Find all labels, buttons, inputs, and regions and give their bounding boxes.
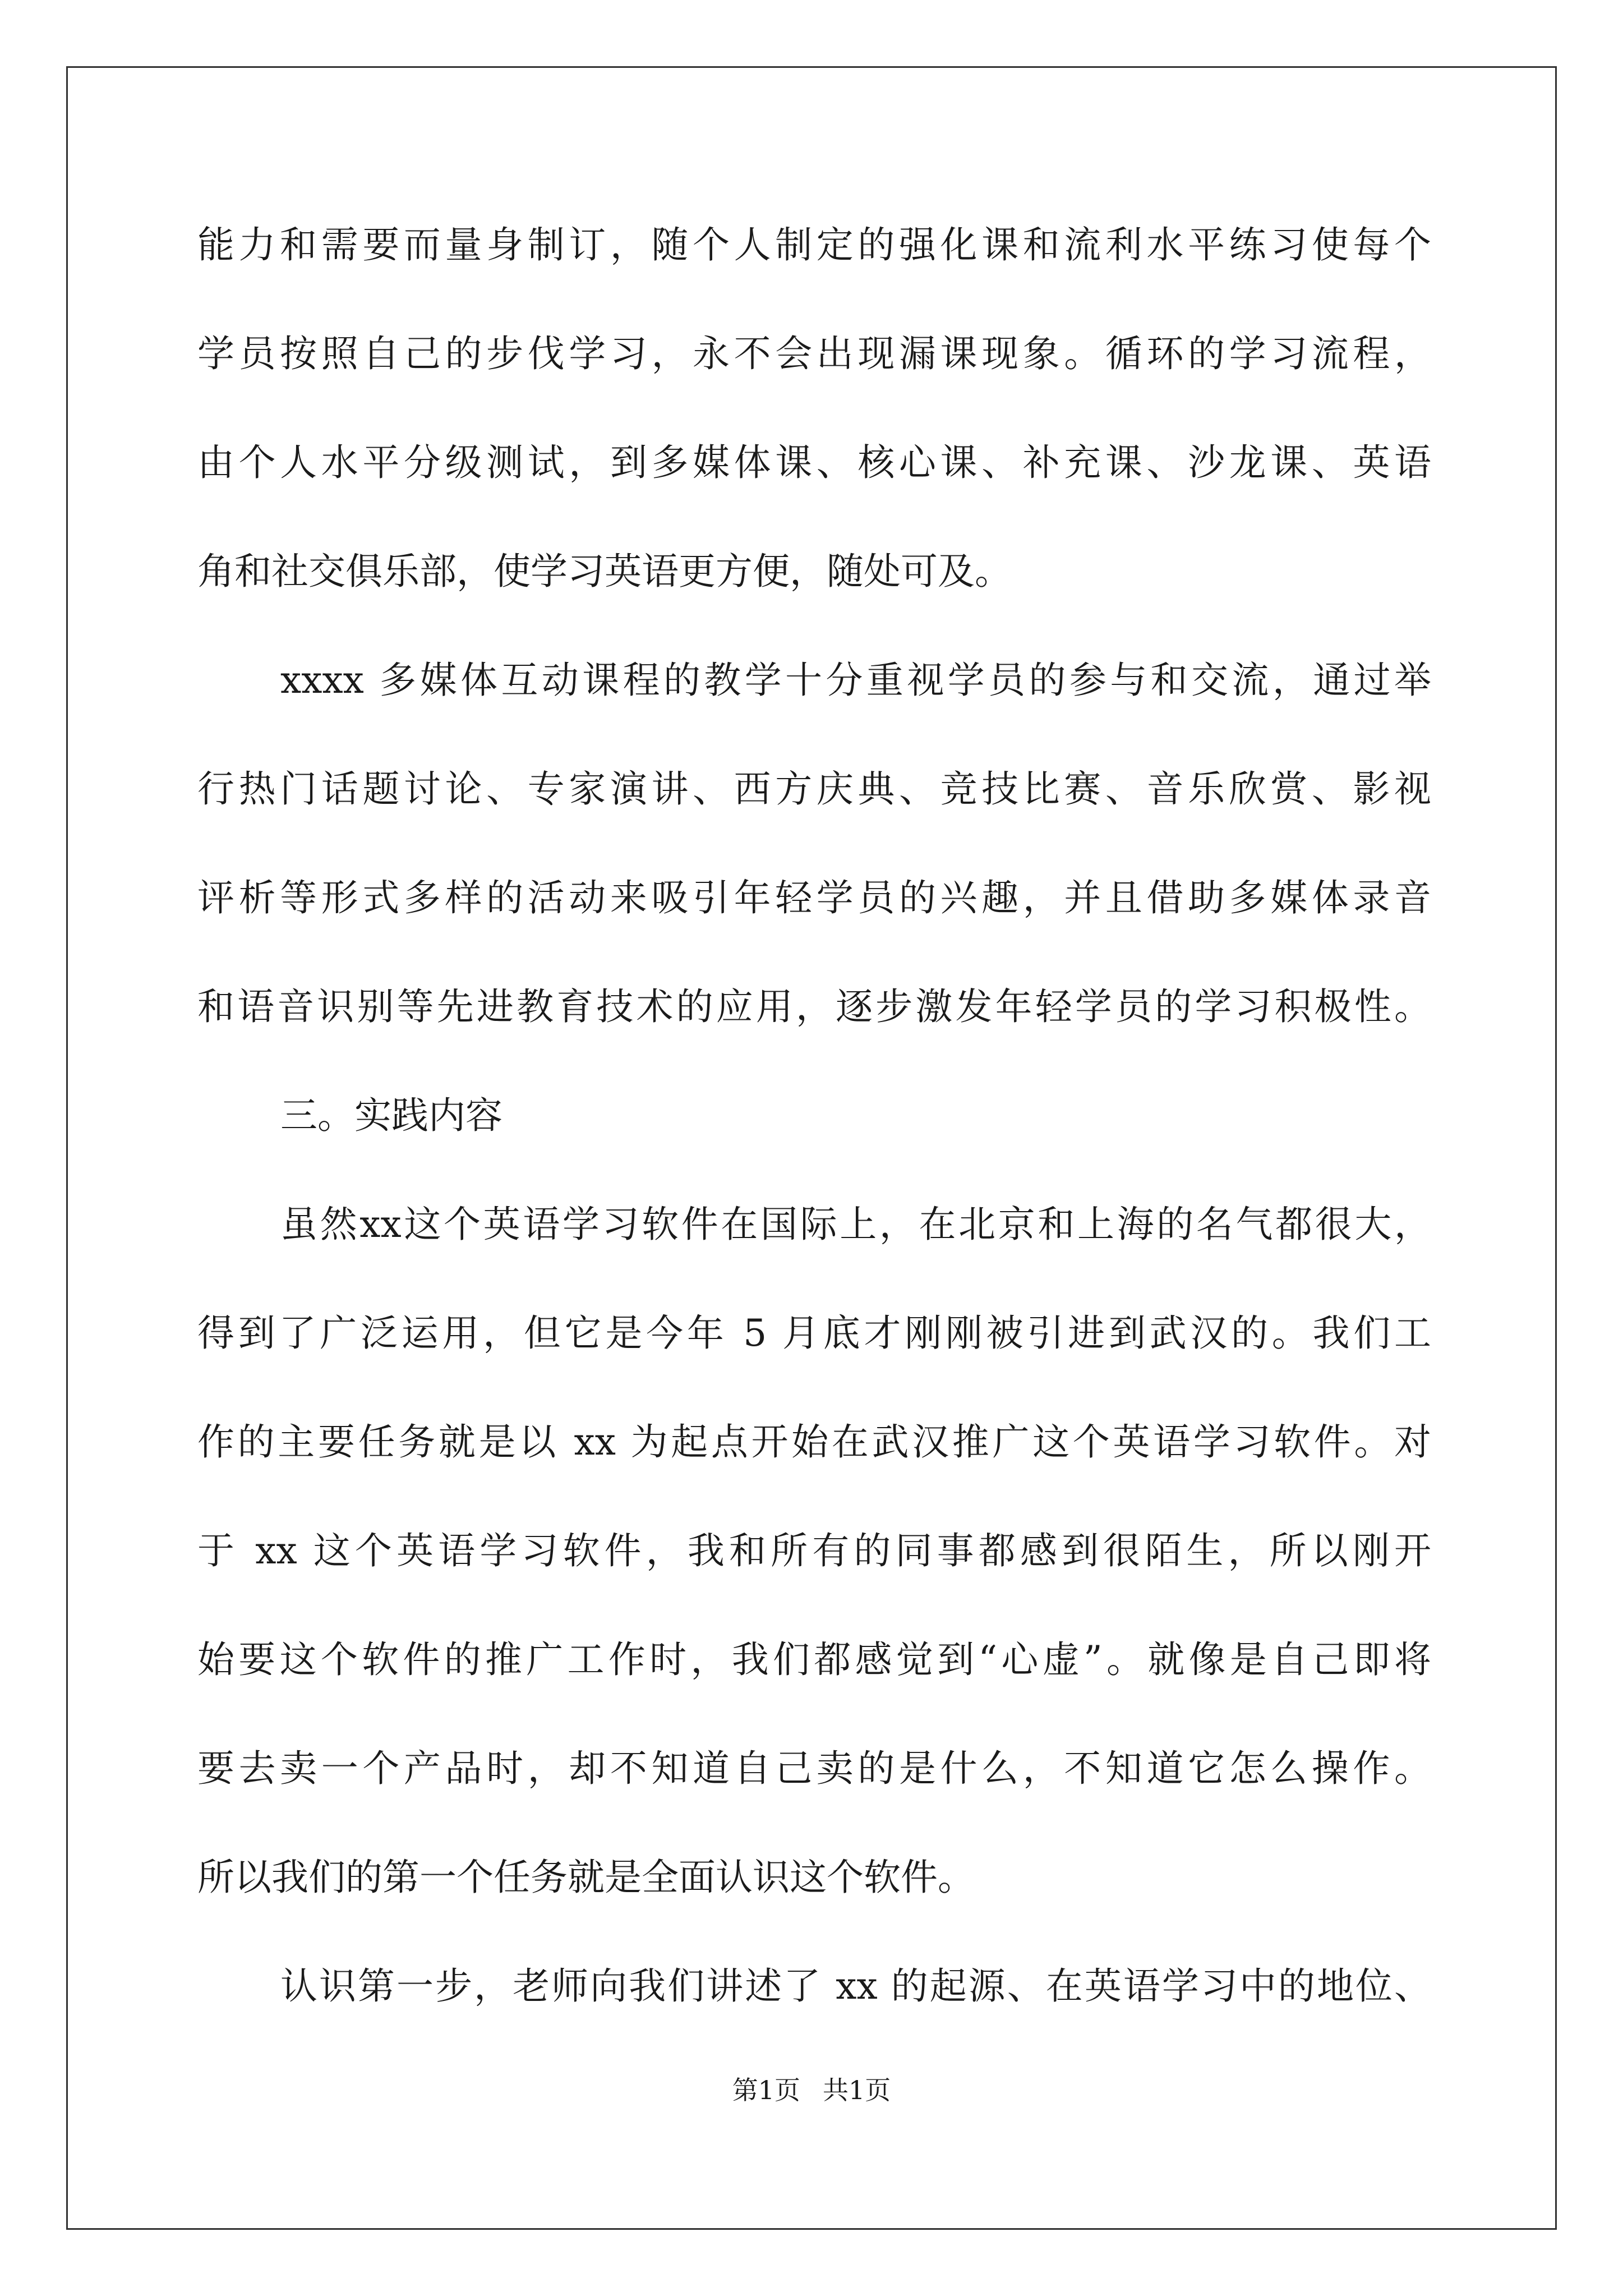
page-number: 第1页	[732, 2075, 800, 2105]
text-line: 虽然xx这个英语学习软件在国际上，在北京和上海的名气都很大，	[280, 1203, 1431, 1246]
text-line: 由个人水平分级测试，到多媒体课、核心课、补充课、沙龙课、英语	[197, 441, 1431, 484]
text-line: 评析等形式多样的活动来吸引年轻学员的兴趣，并且借助多媒体录音	[197, 876, 1431, 919]
document-body	[197, 191, 1431, 2041]
text-line: 于 xx 这个英语学习软件，我和所有的同事都感到很陌生，所以刚开	[197, 1529, 1431, 1572]
text-line: 始要这个软件的推广工作时，我们都感觉到“心虚”。就像是自己即将	[197, 1638, 1431, 1681]
page-total: 共1页	[823, 2075, 891, 2105]
text-line: 学员按照自己的步伐学习，永不会出现漏课现象。循环的学习流程，	[197, 332, 1431, 375]
text-line: 行热门话题讨论、专家演讲、西方庆典、竞技比赛、音乐欣赏、影视	[197, 767, 1431, 811]
text-line: 能力和需要而量身制订，随个人制定的强化课和流利水平练习使每个	[197, 223, 1431, 266]
section-heading: 三。实践内容	[280, 1094, 502, 1137]
text-line: 得到了广泛运用，但它是今年 5 月底才刚刚被引进到武汉的。我们工	[197, 1312, 1431, 1355]
text-line: 作的主要任务就是以 xx 为起点开始在武汉推广这个英语学习软件。对	[197, 1420, 1431, 1464]
text-line: 和语音识别等先进教育技术的应用，逐步激发年轻学员的学习积极性。	[197, 985, 1431, 1028]
text-line: xxxx 多媒体互动课程的教学十分重视学员的参与和交流，通过举	[280, 659, 1431, 702]
text-line: 所以我们的第一个任务就是全面认识这个软件。	[197, 1856, 975, 1899]
text-line: 要去卖一个产品时，却不知道自己卖的是什么，不知道它怎么操作。	[197, 1747, 1431, 1790]
text-line: 角和社交俱乐部，使学习英语更方便，随处可及。	[197, 550, 1012, 593]
page-footer	[0, 2070, 1623, 2107]
text-line: 认识第一步，老师向我们讲述了 xx 的起源、在英语学习中的地位、	[280, 1964, 1431, 2008]
